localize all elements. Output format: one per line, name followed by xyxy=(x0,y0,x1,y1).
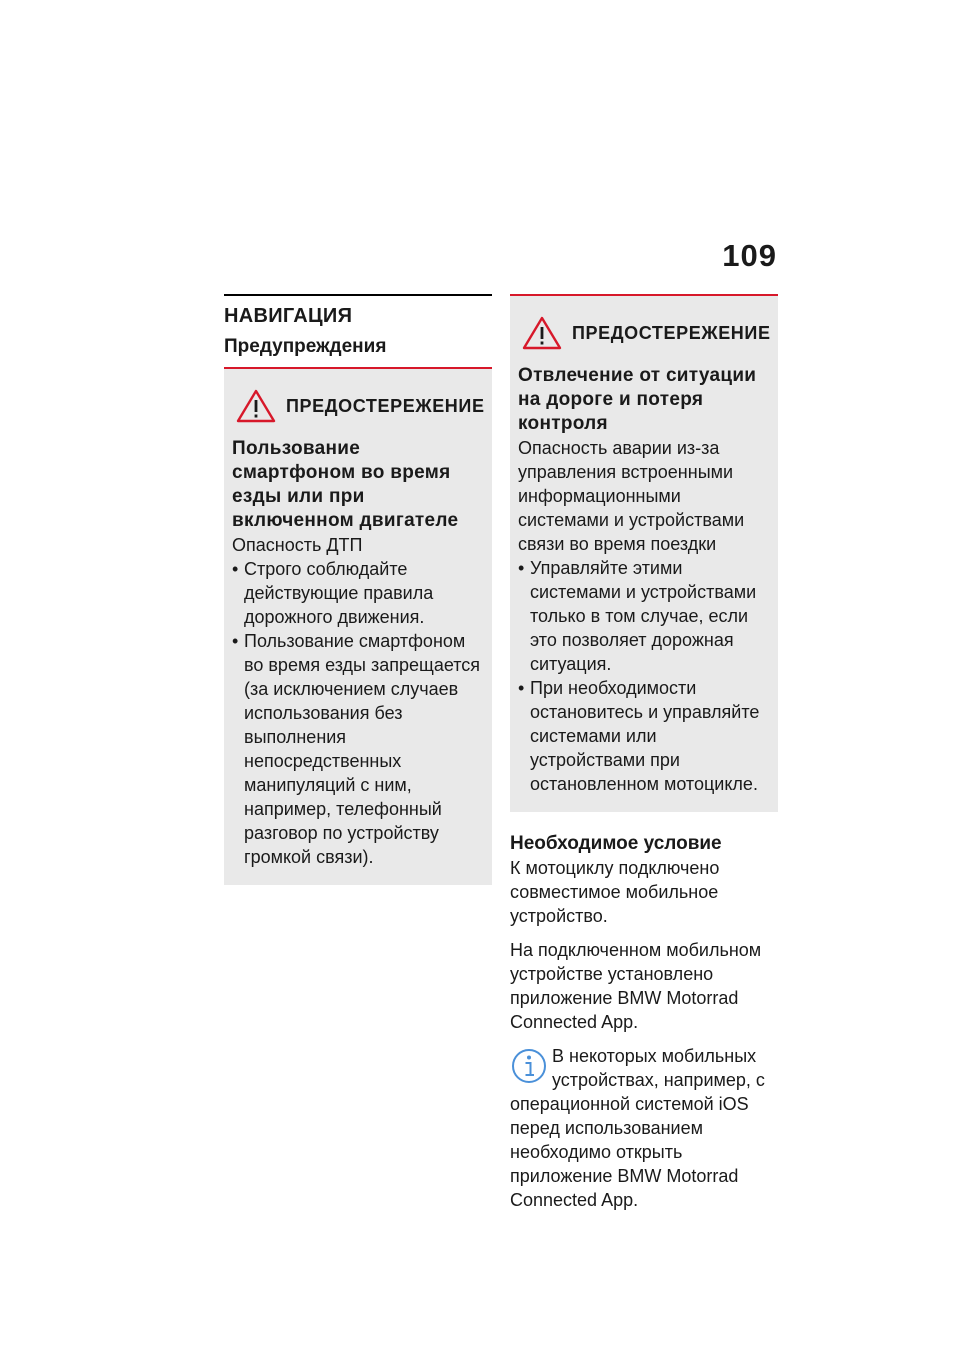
chapter-divider xyxy=(224,294,492,296)
info-note xyxy=(510,1044,778,1212)
danger-text: Опасность аварии из-за управления встроенными информационными системами и устройствами связи во время поездки xyxy=(518,438,745,554)
list-item: • Строго соблюдайте действующие правила дорожного движения. xyxy=(232,557,486,629)
warning-label: ПРЕДОСТЕРЕЖЕНИЕ xyxy=(572,322,771,343)
warning-triangle-icon xyxy=(522,316,562,350)
requirement-paragraph: На подключенном мобильном устройстве установлено приложение BMW Motorrad Connected App. xyxy=(510,940,762,1032)
list-item: • Управляйте этими системами и устройствами только в том случае, если это позволяет дорожная ситуация. xyxy=(518,556,772,676)
list-item: • При необходимости остановитесь и управляйте системами или устройствами при остановленном мотоцикле. xyxy=(518,676,772,796)
warning-actions xyxy=(518,556,772,796)
warning-box-distraction xyxy=(510,294,778,812)
warning-triangle-icon xyxy=(236,389,276,423)
info-icon xyxy=(510,1046,548,1086)
chapter-title: НАВИГАЦИЯ xyxy=(224,305,353,327)
requirement-paragraph: К мотоциклу подключено совместимое мобильное устройство. xyxy=(510,858,720,926)
warning-header xyxy=(518,316,772,350)
requirement-title: Необходимое условие xyxy=(510,833,722,854)
warning-box-smartphone xyxy=(224,367,492,885)
left-column xyxy=(224,294,492,885)
warning-header xyxy=(232,389,486,423)
warning-title: Пользование смартфоном во время езды или при включенном двигателе xyxy=(232,438,459,531)
note-text: В некоторых мобильных устройствах, например, с операционной системой iOS перед использованием необходимо открыть приложение BMW Motorrad Connected App. xyxy=(510,1046,765,1210)
section-title: Предупреждения xyxy=(224,336,387,357)
warning-title: Отвлечение от ситуации на дороге и потеря контроля xyxy=(518,365,757,434)
warning-actions xyxy=(232,557,486,869)
list-item: • Пользование смартфоном во время езды запрещается (за исключением случаев использования без выполнения непосредственных манипуляций с ним, например, телефонный разговор по устройству громкой связи). xyxy=(232,629,486,869)
page-number: 109 xyxy=(722,238,777,273)
danger-text: Опасность ДТП xyxy=(232,535,363,555)
warning-label: ПРЕДОСТЕРЕЖЕНИЕ xyxy=(286,395,485,416)
right-column xyxy=(510,294,778,1212)
